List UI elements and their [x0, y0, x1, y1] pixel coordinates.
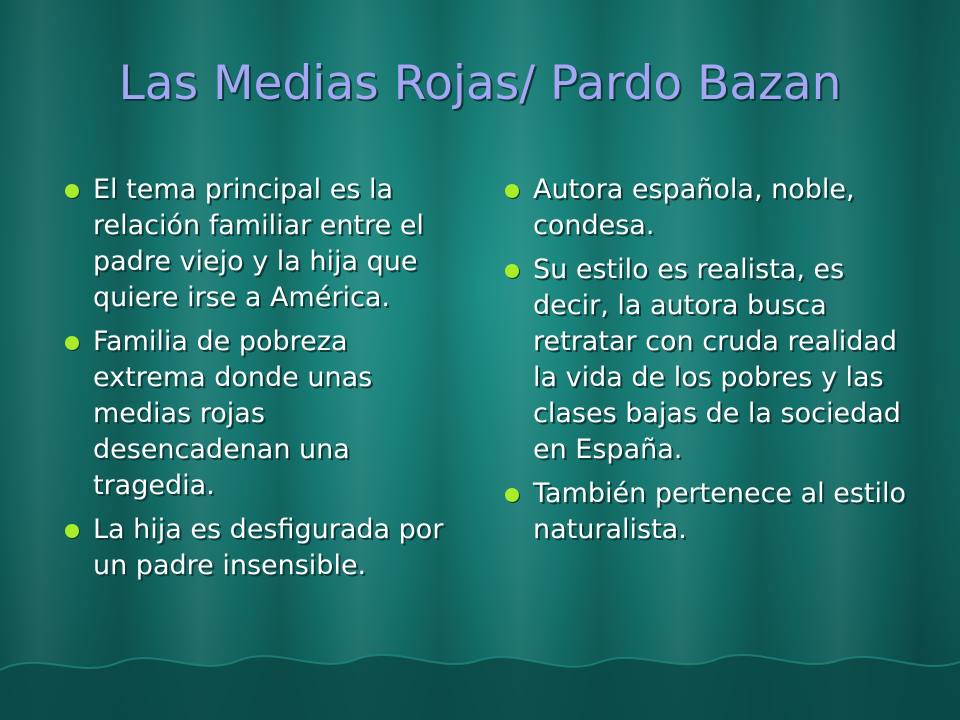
bullet-dot-icon	[65, 336, 79, 350]
slide-title: Las Medias Rojas/ Pardo Bazan	[118, 56, 842, 111]
list-item	[500, 172, 920, 244]
list-item	[60, 324, 460, 504]
bullet-text: Autora española, noble, condesa.	[533, 174, 855, 241]
bullet-text: Familia de pobreza extrema donde unas medias rojas desencadenan una tragedia.	[93, 326, 373, 501]
left-bullet-list	[60, 172, 460, 592]
list-item	[500, 476, 920, 548]
bullet-text: El tema principal es la relación familiar entre el padre viejo y la hija que quiere irse a América.	[93, 174, 424, 313]
bullet-dot-icon	[65, 524, 79, 538]
bullet-text: Su estilo es realista, es decir, la autora busca retratar con cruda realidad la vida de los pobres y las clases bajas de la sociedad en España.	[533, 254, 901, 465]
list-item	[60, 512, 460, 584]
bullet-text: También pertenece al estilo naturalista.	[533, 478, 907, 545]
curtain-drape-decoration	[0, 640, 960, 720]
list-item	[500, 252, 920, 468]
bullet-dot-icon	[65, 184, 79, 198]
bullet-dot-icon	[505, 184, 519, 198]
bullet-dot-icon	[505, 264, 519, 278]
bullet-dot-icon	[505, 488, 519, 502]
bullet-text: La hija es desfigurada por un padre insensible.	[93, 514, 444, 581]
list-item	[60, 172, 460, 316]
right-bullet-list	[500, 172, 920, 556]
